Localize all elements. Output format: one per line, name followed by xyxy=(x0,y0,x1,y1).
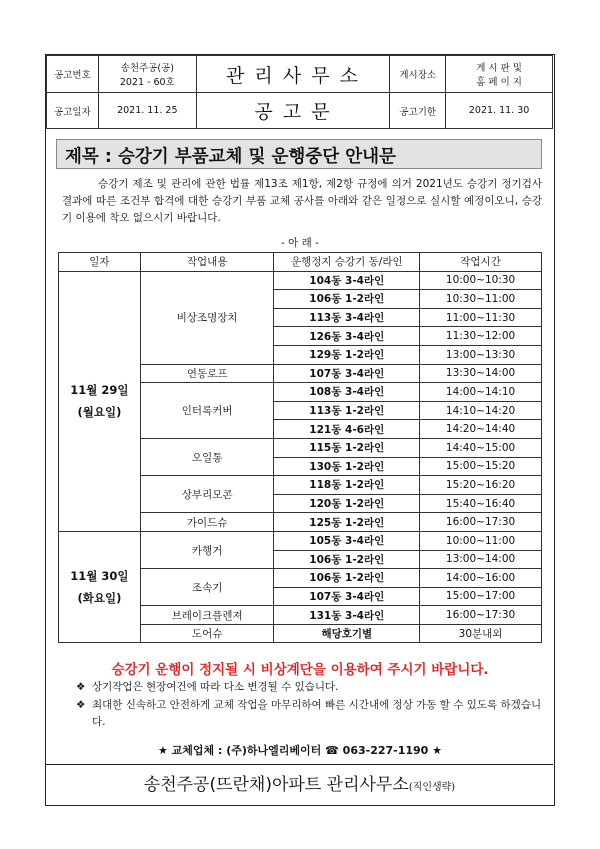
time-cell: 14:00~14:10 xyxy=(420,383,542,402)
time-cell: 15:20~16:20 xyxy=(420,476,542,495)
time-cell: 13:00~13:30 xyxy=(420,345,542,364)
task-cell: 도어슈 xyxy=(140,624,274,643)
unit-cell: 105동 3-4라인 xyxy=(274,531,420,550)
header-task: 작업내용 xyxy=(140,253,274,272)
unit-cell: 113동 1-2라인 xyxy=(274,401,420,420)
time-cell: 11:00~11:30 xyxy=(420,308,542,327)
office-name: 송천주공(뜨란채)아파트 관리사무소 xyxy=(143,775,409,795)
task-cell: 상부리모콘 xyxy=(140,476,274,513)
notice-date: 2021. 11. 25 xyxy=(98,93,196,129)
subject-title: 제목 : 승강기 부품교체 및 운행중단 안내문 xyxy=(56,139,542,169)
task-cell: 인터록커버 xyxy=(140,383,274,439)
time-cell: 14:20~14:40 xyxy=(420,420,542,439)
notice-frame xyxy=(45,54,555,806)
bullet-list xyxy=(76,679,546,732)
time-cell: 10:30~11:00 xyxy=(420,290,542,309)
time-cell: 15:00~15:20 xyxy=(420,457,542,476)
notice-header xyxy=(46,55,553,129)
unit-cell: 106동 1-2라인 xyxy=(274,550,420,569)
time-cell: 13:30~14:00 xyxy=(420,364,542,383)
posting-place-label: 게시장소 xyxy=(390,56,446,93)
office-title: 관 리 사 무 소 xyxy=(196,56,390,93)
unit-cell: 125동 1-2라인 xyxy=(274,513,420,532)
list-item: ❖ 상기작업은 현장여건에 따라 다소 변경될 수 있습니다. xyxy=(76,679,546,697)
task-cell: 가이드슈 xyxy=(140,513,274,532)
day-cell-29: 11월 29일 (월요일) xyxy=(59,271,141,531)
unit-cell: 121동 4-6라인 xyxy=(274,420,420,439)
unit-cell: 108동 3-4라인 xyxy=(274,383,420,402)
time-cell: 13:00~14:00 xyxy=(420,550,542,569)
table-row xyxy=(59,531,542,550)
note-title: - 아 래 - xyxy=(281,237,319,249)
unit-cell: 106동 1-2라인 xyxy=(274,290,420,309)
task-cell: 조속기 xyxy=(140,569,274,606)
unit-cell: 106동 1-2라인 xyxy=(274,569,420,588)
header-date: 일자 xyxy=(59,253,141,272)
unit-cell: 118동 1-2라인 xyxy=(274,476,420,495)
table-row xyxy=(59,271,542,290)
time-cell: 30분내외 xyxy=(420,624,542,643)
unit-cell: 104동 3-4라인 xyxy=(274,271,420,290)
time-cell: 11:30~12:00 xyxy=(420,327,542,346)
time-cell: 15:40~16:40 xyxy=(420,494,542,513)
unit-cell: 120동 1-2라인 xyxy=(274,494,420,513)
header-unit: 운행정지 승강기 동/라인 xyxy=(274,253,420,272)
notice-number: 송천주공(공) 2021 - 60호 xyxy=(98,56,196,93)
unit-cell: 107동 3-4라인 xyxy=(274,364,420,383)
header-time: 작업시간 xyxy=(420,253,542,272)
task-cell: 비상조명장치 xyxy=(140,271,274,364)
unit-cell: 107동 3-4라인 xyxy=(274,587,420,606)
contractor-phone: 063-227-1190 ★ xyxy=(342,744,443,757)
phone-icon: ☎ xyxy=(325,744,339,757)
list-item: ❖ 최대한 신속하고 안전하게 교체 작업을 마무리하여 빠른 시간내에 정상 가동 할 수 있도록 하겠습니다. xyxy=(76,697,546,732)
task-cell: 카행거 xyxy=(140,531,274,568)
warning-message: 승강기 운행이 정지될 시 비상계단을 이용하여 주시기 바랍니다. xyxy=(111,662,489,678)
unit-cell: 131동 3-4라인 xyxy=(274,606,420,625)
deadline-label: 공고기한 xyxy=(390,93,446,129)
seal-note: (직인생략) xyxy=(408,782,456,793)
contractor-info xyxy=(46,742,554,758)
unit-cell: 130동 1-2라인 xyxy=(274,457,420,476)
task-cell: 오일통 xyxy=(140,438,274,475)
diamond-bullet-icon: ❖ xyxy=(76,681,86,693)
day-cell-30: 11월 30일 (화요일) xyxy=(59,531,141,643)
deadline: 2021. 11. 30 xyxy=(446,93,553,129)
notice-title: 공 고 문 xyxy=(196,93,390,129)
notice-number-label: 공고번호 xyxy=(47,56,99,93)
schedule-table xyxy=(58,252,542,643)
table-header-row xyxy=(59,253,542,272)
time-cell: 16:00~17:30 xyxy=(420,606,542,625)
footer-office xyxy=(46,764,553,805)
time-cell: 14:00~16:00 xyxy=(420,569,542,588)
time-cell: 15:00~17:00 xyxy=(420,587,542,606)
notice-date-label: 공고일자 xyxy=(47,93,99,129)
time-cell: 10:00~11:00 xyxy=(420,531,542,550)
time-cell: 14:40~15:00 xyxy=(420,438,542,457)
unit-cell: 해당호기별 xyxy=(274,624,420,643)
task-cell: 브레이크플렌져 xyxy=(140,606,274,625)
intro-paragraph: 승강기 제조 및 관리에 관한 법률 제13조 제1항, 제2항 규정에 의거 2021년도 승강기 정기검사 결과에 따른 조건부 합격에 대한 승강기 부품 교체 공사를 아래와 같은 일정으로 실시할 예정이오니, 승강기 이용에 착오 없으시기 바랍니다. xyxy=(62,178,542,224)
time-cell: 10:00~10:30 xyxy=(420,271,542,290)
unit-cell: 129동 1-2라인 xyxy=(274,345,420,364)
time-cell: 16:00~17:30 xyxy=(420,513,542,532)
posting-place: 게 시 판 및 홈 페 이 지 xyxy=(446,56,553,93)
task-cell: 연동로프 xyxy=(140,364,274,383)
unit-cell: 113동 3-4라인 xyxy=(274,308,420,327)
time-cell: 14:10~14:20 xyxy=(420,401,542,420)
diamond-bullet-icon: ❖ xyxy=(76,698,86,711)
unit-cell: 115동 1-2라인 xyxy=(274,438,420,457)
unit-cell: 126동 3-4라인 xyxy=(274,327,420,346)
contractor-name: ★ 교체업체 : (주)하나엘리베이터 xyxy=(157,744,322,757)
